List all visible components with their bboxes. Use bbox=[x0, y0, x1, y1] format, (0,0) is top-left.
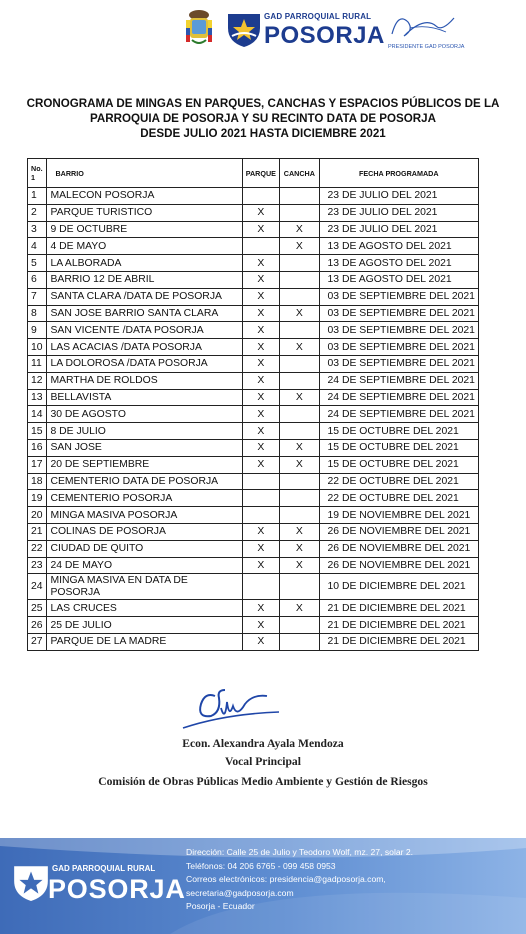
row-cancha bbox=[280, 507, 319, 524]
footer-logo bbox=[12, 856, 186, 916]
row-parque: X bbox=[242, 540, 280, 557]
row-cancha: X bbox=[280, 305, 319, 322]
row-parque bbox=[242, 473, 280, 490]
footer-address: Dirección: Calle 25 de Julio y Teodoro Wolf, mz. 27, solar 2. bbox=[186, 847, 414, 857]
row-barrio: CEMENTERIO POSORJA bbox=[47, 490, 242, 507]
row-cancha bbox=[280, 204, 319, 221]
table-row bbox=[28, 439, 479, 456]
footer-phones: Teléfonos: 04 206 6765 - 099 458 0953 bbox=[186, 860, 336, 871]
row-number: 8 bbox=[28, 305, 47, 322]
header-fecha: FECHA PROGRAMADA bbox=[319, 159, 479, 188]
row-barrio: SANTA CLARA /DATA DE POSORJA bbox=[47, 288, 242, 305]
row-number: 17 bbox=[28, 456, 47, 473]
row-barrio: 8 DE JULIO bbox=[47, 423, 242, 440]
row-cancha: X bbox=[280, 389, 319, 406]
row-cancha bbox=[280, 423, 319, 440]
row-number: 2 bbox=[28, 204, 47, 221]
table-row bbox=[28, 523, 479, 540]
row-barrio: CIUDAD DE QUITO bbox=[47, 540, 242, 557]
brand-name: POSORJA bbox=[264, 22, 385, 49]
row-fecha: 23 DE JULIO DEL 2021 bbox=[319, 204, 479, 221]
row-cancha: X bbox=[280, 600, 319, 617]
row-number: 22 bbox=[28, 540, 47, 557]
row-parque: X bbox=[242, 406, 280, 423]
row-fecha: 24 DE SEPTIEMBRE DEL 2021 bbox=[319, 406, 479, 423]
table-header-row bbox=[28, 159, 479, 188]
row-number: 25 bbox=[28, 600, 47, 617]
table-row bbox=[28, 507, 479, 524]
row-number: 27 bbox=[28, 633, 47, 650]
row-cancha bbox=[280, 490, 319, 507]
national-seal-icon bbox=[184, 6, 214, 50]
document-header bbox=[0, 0, 526, 62]
row-parque: X bbox=[242, 305, 280, 322]
footer-location: Posorja - Ecuador bbox=[186, 901, 255, 912]
row-fecha: 26 DE NOVIEMBRE DEL 2021 bbox=[319, 557, 479, 574]
president-signature bbox=[384, 8, 464, 54]
row-fecha: 22 DE OCTUBRE DEL 2021 bbox=[319, 473, 479, 490]
row-number: 5 bbox=[28, 255, 47, 272]
row-cancha: X bbox=[280, 439, 319, 456]
table-row bbox=[28, 557, 479, 574]
row-parque bbox=[242, 188, 280, 205]
row-fecha: 03 DE SEPTIEMBRE DEL 2021 bbox=[319, 288, 479, 305]
title-line-3: DESDE JULIO 2021 HASTA DICIEMBRE 2021 bbox=[140, 127, 386, 140]
row-parque: X bbox=[242, 617, 280, 634]
row-parque: X bbox=[242, 271, 280, 288]
row-cancha bbox=[280, 271, 319, 288]
row-parque: X bbox=[242, 523, 280, 540]
row-barrio: PARQUE TURISTICO bbox=[47, 204, 242, 221]
row-parque: X bbox=[242, 456, 280, 473]
row-barrio: SAN VICENTE /DATA POSORJA bbox=[47, 322, 242, 339]
row-parque: X bbox=[242, 221, 280, 238]
row-cancha: X bbox=[280, 540, 319, 557]
table-row bbox=[28, 473, 479, 490]
header-barrio: BARRIO bbox=[47, 159, 242, 188]
row-fecha: 26 DE NOVIEMBRE DEL 2021 bbox=[319, 540, 479, 557]
row-number: 9 bbox=[28, 322, 47, 339]
row-fecha: 21 DE DICIEMBRE DEL 2021 bbox=[319, 633, 479, 650]
row-parque: X bbox=[242, 204, 280, 221]
title-line-1: CRONOGRAMA DE MINGAS EN PARQUES, CANCHAS Y ESPACIOS PÚBLICOS DE LA bbox=[26, 97, 500, 110]
table-row bbox=[28, 389, 479, 406]
footer-brand-subtitle: GAD PARROQUIAL RURAL bbox=[52, 864, 156, 873]
row-fecha: 13 DE AGOSTO DEL 2021 bbox=[319, 238, 479, 255]
star-shield-logo-icon bbox=[226, 10, 262, 48]
table-body bbox=[28, 188, 479, 651]
row-barrio: MINGA MASIVA EN DATA DE POSORJA bbox=[47, 574, 242, 600]
row-cancha: X bbox=[280, 557, 319, 574]
row-parque: X bbox=[242, 600, 280, 617]
row-cancha bbox=[280, 617, 319, 634]
row-barrio: LAS CRUCES bbox=[47, 600, 242, 617]
row-parque: X bbox=[242, 557, 280, 574]
row-parque: X bbox=[242, 339, 280, 356]
row-cancha bbox=[280, 633, 319, 650]
row-fecha: 03 DE SEPTIEMBRE DEL 2021 bbox=[319, 355, 479, 372]
row-fecha: 03 DE SEPTIEMBRE DEL 2021 bbox=[319, 305, 479, 322]
row-number: 19 bbox=[28, 490, 47, 507]
row-number: 11 bbox=[28, 355, 47, 372]
row-barrio: BELLAVISTA bbox=[47, 389, 242, 406]
row-cancha: X bbox=[280, 339, 319, 356]
table-row bbox=[28, 339, 479, 356]
row-parque bbox=[242, 238, 280, 255]
table-row bbox=[28, 372, 479, 389]
row-cancha bbox=[280, 255, 319, 272]
header-no-label: No. bbox=[31, 164, 43, 173]
row-cancha bbox=[280, 574, 319, 600]
document-footer bbox=[0, 838, 526, 934]
row-barrio: CEMENTERIO DATA DE POSORJA bbox=[47, 473, 242, 490]
row-fecha: 19 DE NOVIEMBRE DEL 2021 bbox=[319, 507, 479, 524]
row-cancha bbox=[280, 372, 319, 389]
row-number: 7 bbox=[28, 288, 47, 305]
table-row bbox=[28, 288, 479, 305]
row-number: 23 bbox=[28, 557, 47, 574]
table-row bbox=[28, 423, 479, 440]
row-number: 20 bbox=[28, 507, 47, 524]
row-parque bbox=[242, 574, 280, 600]
star-shield-logo-icon bbox=[12, 862, 50, 902]
row-cancha: X bbox=[280, 523, 319, 540]
table-row bbox=[28, 406, 479, 423]
header-parque: PARQUE bbox=[242, 159, 280, 188]
row-number: 14 bbox=[28, 406, 47, 423]
row-cancha bbox=[280, 322, 319, 339]
table-row bbox=[28, 600, 479, 617]
table-row bbox=[28, 188, 479, 205]
footer-emails: Correos electrónicos: presidencia@gadposorja.com, bbox=[186, 874, 386, 885]
table-row bbox=[28, 456, 479, 473]
table-row bbox=[28, 271, 479, 288]
row-number: 26 bbox=[28, 617, 47, 634]
row-cancha bbox=[280, 406, 319, 423]
row-fecha: 24 DE SEPTIEMBRE DEL 2021 bbox=[319, 372, 479, 389]
row-fecha: 23 DE JULIO DEL 2021 bbox=[319, 221, 479, 238]
row-number: 18 bbox=[28, 473, 47, 490]
table-row bbox=[28, 204, 479, 221]
row-number: 6 bbox=[28, 271, 47, 288]
row-fecha: 21 DE DICIEMBRE DEL 2021 bbox=[319, 617, 479, 634]
row-cancha bbox=[280, 473, 319, 490]
row-barrio: LAS ACACIAS /DATA POSORJA bbox=[47, 339, 242, 356]
row-cancha bbox=[280, 288, 319, 305]
row-fecha: 15 DE OCTUBRE DEL 2021 bbox=[319, 456, 479, 473]
row-fecha: 10 DE DICIEMBRE DEL 2021 bbox=[319, 574, 479, 600]
row-barrio: SAN JOSE bbox=[47, 439, 242, 456]
row-number: 4 bbox=[28, 238, 47, 255]
row-fecha: 26 DE NOVIEMBRE DEL 2021 bbox=[319, 523, 479, 540]
row-barrio: SAN JOSE BARRIO SANTA CLARA bbox=[47, 305, 242, 322]
footer-contact-info bbox=[186, 846, 413, 914]
table-row bbox=[28, 355, 479, 372]
table-row bbox=[28, 633, 479, 650]
row-barrio: 24 DE MAYO bbox=[47, 557, 242, 574]
row-fecha: 22 DE OCTUBRE DEL 2021 bbox=[319, 490, 479, 507]
row-parque bbox=[242, 490, 280, 507]
header-no bbox=[28, 159, 47, 188]
row-parque: X bbox=[242, 355, 280, 372]
row-fecha: 15 DE OCTUBRE DEL 2021 bbox=[319, 439, 479, 456]
row-parque: X bbox=[242, 423, 280, 440]
row-barrio: 25 DE JULIO bbox=[47, 617, 242, 634]
table-row bbox=[28, 322, 479, 339]
row-fecha: 21 DE DICIEMBRE DEL 2021 bbox=[319, 600, 479, 617]
table-row bbox=[28, 540, 479, 557]
row-number: 13 bbox=[28, 389, 47, 406]
row-number: 1 bbox=[28, 188, 47, 205]
row-parque bbox=[242, 507, 280, 524]
row-barrio: BARRIO 12 DE ABRIL bbox=[47, 271, 242, 288]
row-fecha: 03 DE SEPTIEMBRE DEL 2021 bbox=[319, 322, 479, 339]
row-barrio: 4 DE MAYO bbox=[47, 238, 242, 255]
row-cancha bbox=[280, 355, 319, 372]
row-number: 15 bbox=[28, 423, 47, 440]
brand-subtitle: GAD PARROQUIAL RURAL bbox=[264, 12, 372, 21]
row-barrio: MINGA MASIVA POSORJA bbox=[47, 507, 242, 524]
row-parque: X bbox=[242, 288, 280, 305]
row-fecha: 15 DE OCTUBRE DEL 2021 bbox=[319, 423, 479, 440]
row-barrio: LA ALBORADA bbox=[47, 255, 242, 272]
row-fecha: 13 DE AGOSTO DEL 2021 bbox=[319, 271, 479, 288]
row-parque: X bbox=[242, 439, 280, 456]
footer-email-secondary: secretaria@gadposorja.com bbox=[186, 887, 294, 898]
row-cancha bbox=[280, 188, 319, 205]
row-number: 12 bbox=[28, 372, 47, 389]
document-title bbox=[0, 96, 526, 141]
table-row bbox=[28, 574, 479, 600]
row-fecha: 23 DE JULIO DEL 2021 bbox=[319, 188, 479, 205]
row-barrio: 30 DE AGOSTO bbox=[47, 406, 242, 423]
table-row bbox=[28, 255, 479, 272]
row-parque: X bbox=[242, 322, 280, 339]
row-number: 21 bbox=[28, 523, 47, 540]
row-barrio: PARQUE DE LA MADRE bbox=[47, 633, 242, 650]
row-barrio: 20 DE SEPTIEMBRE bbox=[47, 456, 242, 473]
row-barrio: COLINAS DE POSORJA bbox=[47, 523, 242, 540]
row-cancha: X bbox=[280, 238, 319, 255]
row-number: 3 bbox=[28, 221, 47, 238]
signature-mark-icon bbox=[175, 682, 285, 734]
row-number: 16 bbox=[28, 439, 47, 456]
signer-name: Econ. Alexandra Ayala Mendoza bbox=[182, 737, 344, 750]
president-caption: PRESIDENTE GAD POSORJA bbox=[388, 44, 465, 50]
gad-posorja-logo bbox=[226, 8, 385, 54]
row-cancha: X bbox=[280, 221, 319, 238]
row-fecha: 03 DE SEPTIEMBRE DEL 2021 bbox=[319, 339, 479, 356]
table-row bbox=[28, 221, 479, 238]
row-parque: X bbox=[242, 389, 280, 406]
signature-mark-icon bbox=[384, 8, 464, 44]
schedule-table bbox=[27, 158, 479, 651]
table-row bbox=[28, 238, 479, 255]
row-parque: X bbox=[242, 372, 280, 389]
signer-commission: Comisión de Obras Públicas Medio Ambiente y Gestión de Riesgos bbox=[98, 775, 428, 788]
row-barrio: 9 DE OCTUBRE bbox=[47, 221, 242, 238]
row-fecha: 24 DE SEPTIEMBRE DEL 2021 bbox=[319, 389, 479, 406]
row-barrio: LA DOLOROSA /DATA POSORJA bbox=[47, 355, 242, 372]
row-number: 10 bbox=[28, 339, 47, 356]
header-cancha: CANCHA bbox=[280, 159, 319, 188]
row-barrio: MALECON POSORJA bbox=[47, 188, 242, 205]
table-row bbox=[28, 305, 479, 322]
title-line-2: PARROQUIA DE POSORJA Y SU RECINTO DATA DE POSORJA bbox=[90, 112, 436, 125]
row-number: 24 bbox=[28, 574, 47, 600]
header-no-sub: 1 bbox=[31, 173, 35, 182]
row-parque: X bbox=[242, 255, 280, 272]
table-row bbox=[28, 617, 479, 634]
row-parque: X bbox=[242, 633, 280, 650]
table-row bbox=[28, 490, 479, 507]
row-cancha: X bbox=[280, 456, 319, 473]
row-barrio: MARTHA DE ROLDOS bbox=[47, 372, 242, 389]
row-fecha: 13 DE AGOSTO DEL 2021 bbox=[319, 255, 479, 272]
footer-brand-name: POSORJA bbox=[48, 874, 186, 904]
signer-role: Vocal Principal bbox=[225, 755, 301, 768]
